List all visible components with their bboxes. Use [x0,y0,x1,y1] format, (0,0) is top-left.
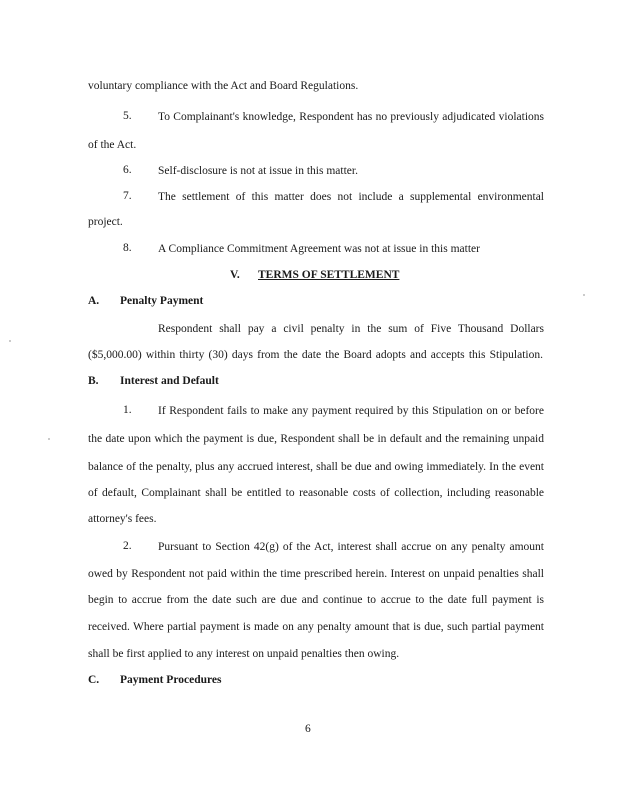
body-line: A Compliance Commitment Agreement was not at issue in this matter [158,243,480,255]
body-line: of default, Complainant shall be entitled to reasonable costs of collection, including reasonable [88,487,544,499]
scan-speck [9,340,11,342]
body-line: If Respondent fails to make any payment required by this Stipulation on or before [158,405,544,417]
paragraph-number: 7. [123,190,132,202]
subsection-letter: B. [88,375,99,387]
section-title: TERMS OF SETTLEMENT [258,269,400,281]
body-line: Respondent shall pay a civil penalty in the sum of Five Thousand Dollars [158,323,544,335]
body-line: Self-disclosure is not at issue in this matter. [158,165,358,177]
body-line: attorney's fees. [88,513,157,525]
scan-speck [583,294,585,296]
body-line: balance of the penalty, plus any accrued interest, shall be due and owing immediately. In the event [88,461,544,473]
body-line: project. [88,216,123,228]
subsection-letter: A. [88,295,100,307]
body-line: shall be first applied to any interest on unpaid penalties then owing. [88,648,400,660]
body-line: the date upon which the payment is due, Respondent shall be in default and the remaining unpaid [88,433,544,445]
body-line: voluntary compliance with the Act and Board Regulations. [88,80,359,92]
body-line: ($5,000.00) within thirty (30) days from the date the Board adopts and accepts this Stipulation. [88,349,543,361]
subsection-title: Payment Procedures [120,674,222,686]
paragraph-number: 2. [123,540,132,552]
body-line: of the Act. [88,139,137,151]
section-numeral: V. [230,269,240,281]
body-line: begin to accrue from the date such are due and continue to accrue to the date full payment is [88,594,544,606]
body-line: owed by Respondent not paid within the time prescribed herein. Interest on unpaid penalties shall [88,568,544,580]
subsection-title: Interest and Default [120,375,219,387]
page-number: 6 [305,723,311,735]
subsection-letter: C. [88,674,100,686]
scan-speck [48,438,50,440]
paragraph-number: 6. [123,164,132,176]
body-line: Pursuant to Section 42(g) of the Act, interest shall accrue on any penalty amount [158,541,544,553]
paragraph-number: 5. [123,110,132,122]
paragraph-number: 1. [123,404,132,416]
body-line: The settlement of this matter does not include a supplemental environmental [158,191,544,203]
body-line: received. Where partial payment is made on any penalty amount that is due, such partial payment [88,621,544,633]
body-line: To Complainant's knowledge, Respondent has no previously adjudicated violations [158,111,544,123]
subsection-title: Penalty Payment [120,295,204,307]
paragraph-number: 8. [123,242,132,254]
